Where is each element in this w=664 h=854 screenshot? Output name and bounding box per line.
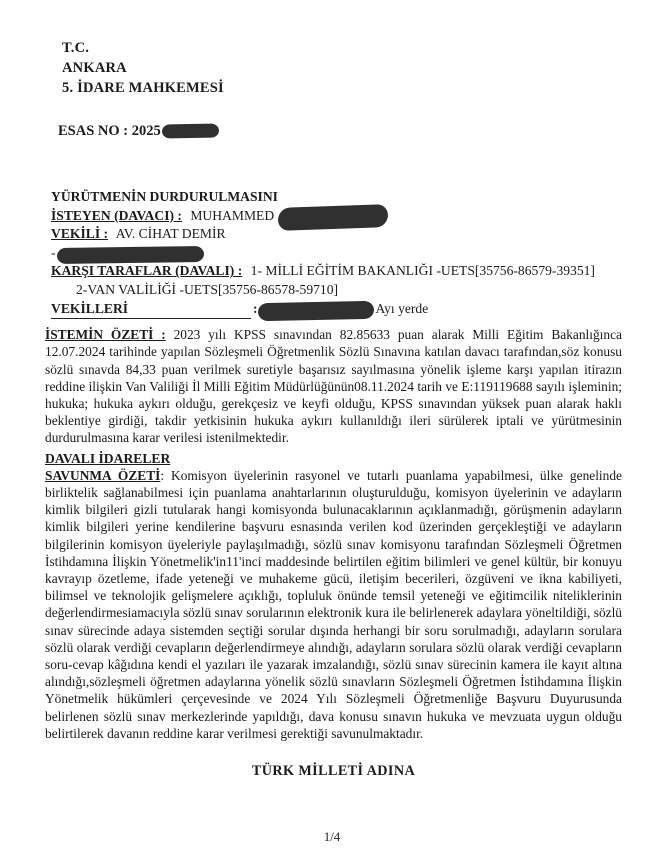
defendants-attorneys-colon: : bbox=[253, 300, 258, 316]
claim-summary-text: 2023 yılı KPSS sınavından 82.85633 puan alarak Milli Eğitim Bakanlığınca 12.07.2024 tarihinde yapılan Sözleşmeli Öğretmenlik Sözlü Sınavına katılan davacı tarafından,söz konusu sözlü sınavda 84,33 puan verilmek suretiyle başarısız sayılmasına yönelik işleme karşı yapılan itirazın reddine ilişkin Van Valiliği İl Milli Eğitim Müdürlüğünün08.11.2024 tarih ve E:119119688 sayılı işleminin; hukuka; hukuka aykırı olduğu, gerekçesiz ve keyfi olduğu, KPSS sınavından yüksek puan alarak haklı beklentiye girdiği, takdir yetkisinin hukuka aykırı kullanıldığı ileri sürülerek iptali ve yürütmesinin durdurulmasına karar verilesi istenilmektedir. bbox=[45, 327, 622, 446]
defendant-1: 1- MİLLİ EĞİTİM BAKANLIĞI -UETS[35756-86579-39351] bbox=[250, 263, 595, 279]
redaction-mark bbox=[278, 205, 389, 232]
court-header bbox=[62, 38, 622, 98]
motion-title: YÜRÜTMENİN DURDURULMASINI bbox=[51, 189, 278, 204]
defendant-2: 2-VAN VALİLİĞİ -UETS[35756-86578-59710] bbox=[76, 281, 339, 297]
redaction-mark bbox=[162, 123, 219, 138]
case-number-label: ESAS NO : bbox=[58, 123, 129, 139]
case-number-line bbox=[58, 121, 622, 141]
claim-summary-label: İSTEMİN ÖZETİ : bbox=[45, 327, 166, 343]
defendants-attorneys-line bbox=[51, 300, 622, 320]
redaction-mark bbox=[257, 301, 373, 321]
defendants-label: KARŞI TARAFLAR (DAVALI) : bbox=[51, 263, 243, 279]
defense-summary-paragraph bbox=[45, 467, 622, 742]
defendant-administrations-title: DAVALI İDARELER bbox=[45, 450, 171, 466]
attorney-address-line bbox=[51, 244, 622, 263]
republic-label: T.C. bbox=[62, 40, 90, 56]
city-label: ANKARA bbox=[62, 60, 127, 76]
defense-summary-label: SAVUNMA ÖZETİ bbox=[45, 467, 161, 483]
defense-summary-text: : Komisyon üyelerinin rasyonel ve tutarlı puanlama yapabilmesi, ülke genelinde birliktelik sağlanabilmesi için puanlama anahtarlarının oluşturulduğu, komisyon üyelerinin ve adayların kimlik bilgileri gizli tutularak hangi komisyonda bulunacaklarının açıklanmadığı, görüşmenin adayların kimlik bilgileri yerine kendilerine başvuru esnasında verilen kod üzerinden gerçekleştiği ve adayların bilgilerinin komisyon üyeleriyle paylaşılmadığı, sözlü sınav komisyonu tarafından Sözleşmeli Öğretmen İstihdamına İlişkin Yönetmelik'in11'inci maddesinde belirtilen eğitim bilimleri ve genel kültür, bir konuyu kavrayıp özetleme, ifade yeteneği ve muhakeme gücü, iletişim becerileri, özgüveni ve ikna kabiliyeti, bilimsel ve teknolojik gelişmelere açıklığı, topluluk önünde temsil yeteneği ve eğitimcilik niteliklerinin değerlendirmesiamacıyla sözlü sınav sorularının elektronik kura ile belirlenerek adaylara yöneltildiği, sözlü sınav sürecinde adaya sistemden seçtiği sorular dışında herhangi bir soru sorulmadığı, adayların sorulara sözlü olarak verdiği cevapların değerlendirmeye alındığı, adayların sorulara sözlü olarak verdiği cevapların soru-cevap kâğıdına kendi el yazıları ile yazarak imzalandığı, sözlü sınav sürecinin kamera ile kayıt altına alındığı,sözleşmeli öğretmen adaylarına yönelik sözlü sınavların Sözleşmeli Öğretmen İstihdamına İlişkin Yönetmelik hükümleri çerçevesinde ve 2024 Yılı Sözleşmeli Öğretmenliğe Başvuru Duyurusunda belirlenen sözlü sınav merkezlerinde yapıldığı, dava konusu sınavın hukuka ve mevzuata uygun olduğu belirtilerek davanın reddine karar verilmesi gerektiği savunulmaktadır. bbox=[45, 467, 622, 741]
case-number-year: 2025 bbox=[131, 123, 161, 139]
claimant-attorney-name: AV. CİHAT DEMİR bbox=[115, 226, 226, 242]
defendants-line bbox=[51, 262, 622, 281]
claimant-line bbox=[51, 207, 622, 226]
claim-summary-paragraph bbox=[45, 326, 622, 446]
claimant-name: MUHAMMED bbox=[190, 207, 275, 223]
defendant-administrations-line bbox=[45, 450, 622, 467]
address-prefix: - bbox=[51, 244, 56, 260]
parties-block bbox=[51, 188, 622, 319]
defendants-attorneys-underline bbox=[51, 300, 251, 320]
defendant-2-line bbox=[76, 281, 622, 300]
redaction-mark bbox=[56, 246, 203, 264]
defendants-attorneys-label: VEKİLLERİ bbox=[51, 300, 129, 316]
in-the-name-of-turkish-nation-heading: TÜRK MİLLETİ ADINA bbox=[251, 763, 416, 780]
defendants-attorneys-note: Ayı yerde bbox=[375, 300, 429, 316]
page-number: 1/4 bbox=[323, 829, 341, 844]
motion-title-line bbox=[51, 188, 622, 207]
court-name: 5. İDARE MAHKEMESİ bbox=[62, 80, 224, 96]
claimant-label: İSTEYEN (DAVACI) : bbox=[51, 207, 182, 223]
claimant-attorney-label: VEKİLİ : bbox=[51, 226, 109, 242]
